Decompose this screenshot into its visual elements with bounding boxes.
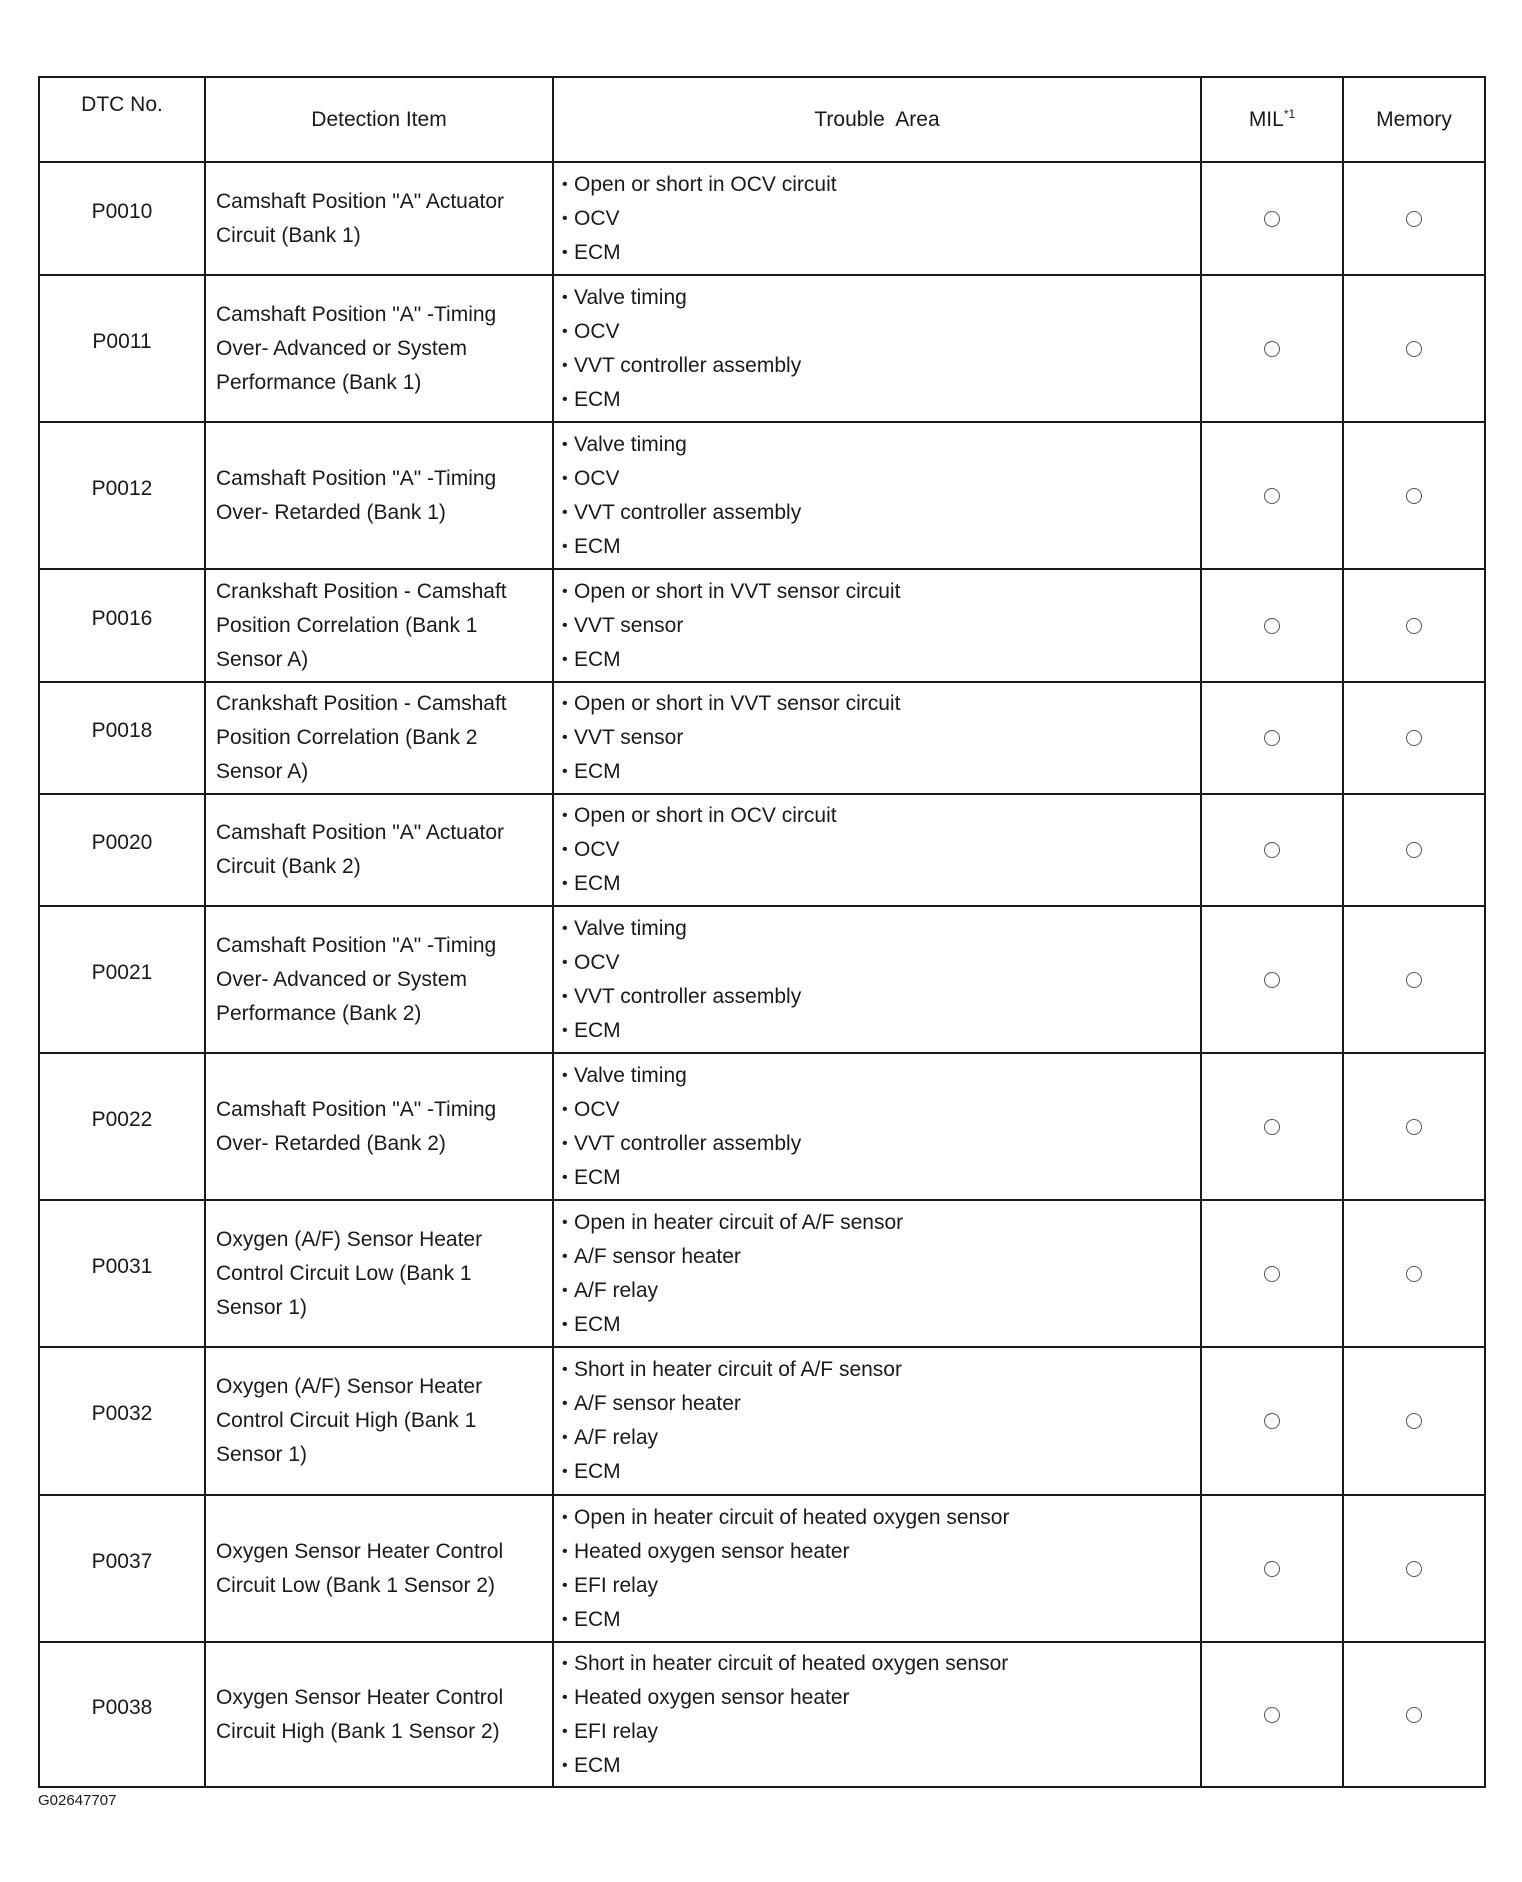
trouble-area-text: ECM xyxy=(574,534,621,558)
list-item xyxy=(562,643,1192,677)
list-item xyxy=(562,1421,1192,1455)
trouble-area-list xyxy=(562,1353,1192,1489)
memory-cell xyxy=(1343,162,1485,275)
list-item xyxy=(562,1308,1192,1342)
trouble-area-text: Valve timing xyxy=(574,285,687,309)
list-item xyxy=(562,867,1192,901)
memory-cell xyxy=(1343,1200,1485,1347)
bullet-icon: • xyxy=(562,243,568,261)
bullet-icon: • xyxy=(562,1021,568,1039)
dtc-code: P0018 xyxy=(91,719,153,742)
trouble-area-text: ECM xyxy=(574,1460,621,1483)
bullet-icon: • xyxy=(562,1213,568,1231)
trouble-area-cell xyxy=(553,1053,1201,1200)
trouble-area-cell xyxy=(553,422,1201,569)
trouble-area-text: ECM xyxy=(574,1607,621,1631)
bullet-icon: • xyxy=(562,503,568,521)
list-item xyxy=(562,349,1192,383)
memory-circle-icon xyxy=(1406,1119,1422,1135)
trouble-area-list xyxy=(562,281,1192,417)
list-item xyxy=(562,1274,1192,1308)
list-item xyxy=(562,1603,1192,1637)
memory-cell xyxy=(1343,1495,1485,1642)
mil-circle-icon xyxy=(1264,341,1280,357)
mil-cell xyxy=(1201,682,1343,794)
list-item xyxy=(562,833,1192,867)
memory-cell xyxy=(1343,794,1485,906)
list-item xyxy=(562,383,1192,417)
list-item xyxy=(562,1535,1192,1569)
trouble-area-text: ECM xyxy=(574,647,621,671)
list-item xyxy=(562,946,1192,980)
mil-circle-icon xyxy=(1264,730,1280,746)
list-item xyxy=(562,1206,1192,1240)
trouble-area-cell xyxy=(553,1495,1201,1642)
detection-item-cell: Camshaft Position "A" Actuator Circuit (Bank 2) xyxy=(205,794,553,906)
trouble-area-text: Valve timing xyxy=(574,1063,687,1087)
memory-circle-icon xyxy=(1406,1561,1422,1577)
list-item xyxy=(562,530,1192,564)
dtc-code-cell xyxy=(39,1053,205,1200)
bullet-icon: • xyxy=(562,841,568,858)
dtc-code-cell xyxy=(39,569,205,682)
trouble-area-text: A/F sensor heater xyxy=(574,1392,741,1415)
trouble-area-text: Open or short in VVT sensor circuit xyxy=(574,692,901,715)
bullet-icon: • xyxy=(562,875,568,892)
dtc-code-cell xyxy=(39,906,205,1053)
table-row xyxy=(39,1495,1485,1642)
detection-item-cell: Camshaft Position "A" -Timing Over- Advanced or System Performance (Bank 1) xyxy=(205,275,553,422)
list-item xyxy=(562,799,1192,833)
bullet-icon: • xyxy=(562,1722,568,1740)
dtc-code-cell xyxy=(39,1200,205,1347)
bullet-icon: • xyxy=(562,1395,568,1412)
dtc-code-cell xyxy=(39,682,205,794)
mil-circle-icon xyxy=(1264,1266,1280,1282)
trouble-area-text: VVT sensor xyxy=(574,613,684,637)
bullet-icon: • xyxy=(562,1100,568,1118)
header-memory: Memory xyxy=(1343,77,1485,162)
memory-circle-icon xyxy=(1406,211,1422,227)
table-row xyxy=(39,682,1485,794)
trouble-area-text: A/F relay xyxy=(574,1426,659,1449)
list-item xyxy=(562,1059,1192,1093)
table-row xyxy=(39,422,1485,569)
list-item xyxy=(562,755,1192,789)
bullet-icon: • xyxy=(562,1576,568,1594)
trouble-area-cell xyxy=(553,275,1201,422)
bullet-icon: • xyxy=(562,650,568,668)
list-item xyxy=(562,236,1192,270)
list-item xyxy=(562,1501,1192,1535)
list-item xyxy=(562,202,1192,236)
header-mil: MIL$^{*1}$ xyxy=(1201,77,1343,162)
list-item xyxy=(562,609,1192,643)
bullet-icon: • xyxy=(562,288,568,306)
memory-circle-icon xyxy=(1406,1266,1422,1282)
dtc-code: P0016 xyxy=(91,606,153,630)
list-item xyxy=(562,1749,1192,1783)
dtc-code-cell xyxy=(39,1642,205,1787)
header-detection-item: Detection Item xyxy=(205,77,553,162)
dtc-code-cell xyxy=(39,422,205,569)
trouble-area-list xyxy=(562,687,1192,789)
mil-footnote-marker: *1 xyxy=(1283,106,1296,121)
memory-circle-icon xyxy=(1406,972,1422,988)
bullet-icon: • xyxy=(562,1610,568,1628)
detection-item-cell: Oxygen Sensor Heater Control Circuit High (Bank 1 Sensor 2) xyxy=(205,1642,553,1787)
list-item xyxy=(562,315,1192,349)
list-item xyxy=(562,1093,1192,1127)
memory-circle-icon xyxy=(1406,341,1422,357)
dtc-code-cell xyxy=(39,275,205,422)
mil-circle-icon xyxy=(1264,1413,1280,1429)
bullet-icon: • xyxy=(562,1429,568,1446)
dtc-code: P0011 xyxy=(92,329,152,353)
trouble-area-text: OCV xyxy=(574,1097,620,1121)
bullet-icon: • xyxy=(562,1168,568,1186)
trouble-area-text: Heated oxygen sensor heater xyxy=(574,1539,850,1563)
trouble-area-text: VVT controller assembly xyxy=(574,353,802,377)
bullet-icon: • xyxy=(562,616,568,634)
list-item xyxy=(562,1353,1192,1387)
bullet-icon: • xyxy=(562,987,568,1005)
dtc-code: P0022 xyxy=(91,1107,153,1131)
table-row xyxy=(39,569,1485,682)
trouble-area-cell xyxy=(553,569,1201,682)
bullet-icon: • xyxy=(562,1281,568,1299)
trouble-area-list xyxy=(562,912,1192,1048)
bullet-icon: • xyxy=(562,582,568,600)
list-item xyxy=(562,721,1192,755)
trouble-area-text: ECM xyxy=(574,387,621,411)
mil-cell xyxy=(1201,162,1343,275)
dtc-table-container xyxy=(38,76,1484,1788)
trouble-area-text: ECM xyxy=(574,1165,621,1189)
list-item xyxy=(562,1715,1192,1749)
memory-circle-icon xyxy=(1406,1413,1422,1429)
trouble-area-text: ECM xyxy=(574,240,621,264)
mil-cell xyxy=(1201,422,1343,569)
memory-circle-icon xyxy=(1406,730,1422,746)
trouble-area-text: Open in heater circuit of A/F sensor xyxy=(574,1210,904,1234)
memory-circle-icon xyxy=(1406,842,1422,858)
memory-cell xyxy=(1343,1347,1485,1495)
mil-cell xyxy=(1201,1642,1343,1787)
mil-circle-icon xyxy=(1264,1561,1280,1577)
figure-code: G02647707 xyxy=(38,1792,117,1809)
trouble-area-cell xyxy=(553,1200,1201,1347)
memory-cell xyxy=(1343,569,1485,682)
list-item xyxy=(562,1387,1192,1421)
table-row xyxy=(39,1053,1485,1200)
trouble-area-text: A/F sensor heater xyxy=(574,1244,741,1268)
mil-cell xyxy=(1201,569,1343,682)
trouble-area-text: ECM xyxy=(574,1312,621,1336)
trouble-area-text: VVT controller assembly xyxy=(574,500,802,524)
bullet-icon: • xyxy=(562,695,568,712)
trouble-area-cell xyxy=(553,1347,1201,1495)
trouble-area-text: ECM xyxy=(574,1018,621,1042)
list-item xyxy=(562,1240,1192,1274)
trouble-area-text: OCV xyxy=(574,206,620,230)
memory-cell xyxy=(1343,1642,1485,1787)
trouble-area-text: VVT controller assembly xyxy=(574,984,802,1008)
bullet-icon: • xyxy=(562,729,568,746)
bullet-icon: • xyxy=(562,537,568,555)
detection-item-cell: Oxygen Sensor Heater Control Circuit Low (Bank 1 Sensor 2) xyxy=(205,1495,553,1642)
header-dtc-no: DTC No. xyxy=(39,77,205,162)
mil-cell xyxy=(1201,1200,1343,1347)
detection-item-cell: Camshaft Position "A" -Timing Over- Retarded (Bank 2) xyxy=(205,1053,553,1200)
detection-item-cell: Crankshaft Position - Camshaft Position Correlation (Bank 2 Sensor A) xyxy=(205,682,553,794)
dtc-code: P0010 xyxy=(91,199,153,223)
trouble-area-list xyxy=(562,1206,1192,1342)
memory-cell xyxy=(1343,422,1485,569)
list-item xyxy=(562,496,1192,530)
trouble-area-text: Valve timing xyxy=(574,916,687,940)
bullet-icon: • xyxy=(562,209,568,227)
dtc-code: P0021 xyxy=(91,960,153,984)
bullet-icon: • xyxy=(562,356,568,374)
dtc-code-cell xyxy=(39,162,205,275)
bullet-icon: • xyxy=(562,1247,568,1265)
list-item xyxy=(562,1161,1192,1195)
mil-circle-icon xyxy=(1264,1119,1280,1135)
trouble-area-list xyxy=(562,1501,1192,1637)
detection-item-cell: Crankshaft Position - Camshaft Position Correlation (Bank 1 Sensor A) xyxy=(205,569,553,682)
trouble-area-list xyxy=(562,168,1192,270)
dtc-code-cell xyxy=(39,794,205,906)
bullet-icon: • xyxy=(562,919,568,937)
table-row xyxy=(39,794,1485,906)
list-item xyxy=(562,462,1192,496)
header-trouble-area: Trouble Area xyxy=(553,77,1201,162)
dtc-code: P0020 xyxy=(91,831,153,854)
trouble-area-list xyxy=(562,428,1192,564)
table-row xyxy=(39,1347,1485,1495)
detection-item-cell: Oxygen (A/F) Sensor Heater Control Circuit Low (Bank 1 Sensor 1) xyxy=(205,1200,553,1347)
dtc-code-cell xyxy=(39,1495,205,1642)
trouble-area-list xyxy=(562,1059,1192,1195)
dtc-code: P0032 xyxy=(91,1402,153,1425)
memory-cell xyxy=(1343,682,1485,794)
bullet-icon: • xyxy=(562,1463,568,1480)
mil-cell xyxy=(1201,275,1343,422)
memory-circle-icon xyxy=(1406,1707,1422,1723)
bullet-icon: • xyxy=(562,763,568,780)
table-row xyxy=(39,906,1485,1053)
trouble-area-text: Valve timing xyxy=(574,432,687,456)
list-item xyxy=(562,1647,1192,1681)
bullet-icon: • xyxy=(562,435,568,453)
trouble-area-text: ECM xyxy=(574,760,621,783)
mil-circle-icon xyxy=(1264,842,1280,858)
list-item xyxy=(562,687,1192,721)
table-header-row xyxy=(39,77,1485,162)
bullet-icon: • xyxy=(562,1066,568,1084)
trouble-area-text: EFI relay xyxy=(574,1573,659,1597)
mil-circle-icon xyxy=(1264,488,1280,504)
memory-cell xyxy=(1343,1053,1485,1200)
bullet-icon: • xyxy=(562,322,568,340)
table-row xyxy=(39,275,1485,422)
trouble-area-cell xyxy=(553,906,1201,1053)
table-row xyxy=(39,162,1485,275)
trouble-area-text: OCV xyxy=(574,838,620,861)
dtc-code: P0038 xyxy=(91,1695,153,1719)
bullet-icon: • xyxy=(562,390,568,408)
trouble-area-text: Open in heater circuit of heated oxygen sensor xyxy=(574,1505,1010,1529)
dtc-table xyxy=(38,76,1486,1788)
mil-cell xyxy=(1201,1347,1343,1495)
bullet-icon: • xyxy=(562,1315,568,1333)
bullet-icon: • xyxy=(562,175,568,193)
bullet-icon: • xyxy=(562,1688,568,1706)
trouble-area-text: OCV xyxy=(574,319,620,343)
bullet-icon: • xyxy=(562,807,568,824)
list-item xyxy=(562,1681,1192,1715)
trouble-area-list xyxy=(562,1647,1192,1783)
trouble-area-text: Short in heater circuit of A/F sensor xyxy=(574,1358,902,1381)
list-item xyxy=(562,575,1192,609)
trouble-area-text: EFI relay xyxy=(574,1719,659,1743)
mil-cell xyxy=(1201,794,1343,906)
list-item xyxy=(562,281,1192,315)
mil-circle-icon xyxy=(1264,211,1280,227)
memory-cell xyxy=(1343,275,1485,422)
trouble-area-list xyxy=(562,575,1192,677)
mil-cell xyxy=(1201,906,1343,1053)
trouble-area-text: ECM xyxy=(574,872,621,895)
mil-cell xyxy=(1201,1053,1343,1200)
trouble-area-text: Open or short in OCV circuit xyxy=(574,172,837,196)
bullet-icon: • xyxy=(562,1508,568,1526)
dtc-code-cell xyxy=(39,1347,205,1495)
dtc-code: P0037 xyxy=(91,1549,153,1573)
bullet-icon: • xyxy=(562,1134,568,1152)
detection-item-cell: Camshaft Position "A" -Timing Over- Advanced or System Performance (Bank 2) xyxy=(205,906,553,1053)
trouble-area-text: A/F relay xyxy=(574,1278,659,1302)
dtc-code: P0012 xyxy=(91,476,153,500)
bullet-icon: • xyxy=(562,953,568,971)
trouble-area-cell xyxy=(553,794,1201,906)
table-row xyxy=(39,1642,1485,1787)
list-item xyxy=(562,980,1192,1014)
trouble-area-text: ECM xyxy=(574,1753,621,1777)
detection-item-cell: Oxygen (A/F) Sensor Heater Control Circuit High (Bank 1 Sensor 1) xyxy=(205,1347,553,1495)
trouble-area-text: Open or short in OCV circuit xyxy=(574,804,837,827)
mil-cell xyxy=(1201,1495,1343,1642)
detection-item-cell: Camshaft Position "A" Actuator Circuit (Bank 1) xyxy=(205,162,553,275)
bullet-icon: • xyxy=(562,1654,568,1672)
mil-circle-icon xyxy=(1264,618,1280,634)
mil-circle-icon xyxy=(1264,1707,1280,1723)
bullet-icon: • xyxy=(562,1361,568,1378)
trouble-area-text: Heated oxygen sensor heater xyxy=(574,1685,850,1709)
trouble-area-text: VVT controller assembly xyxy=(574,1131,802,1155)
trouble-area-list xyxy=(562,799,1192,901)
table-row xyxy=(39,1200,1485,1347)
memory-circle-icon xyxy=(1406,618,1422,634)
list-item xyxy=(562,1127,1192,1161)
list-item xyxy=(562,1014,1192,1048)
bullet-icon: • xyxy=(562,1756,568,1774)
detection-item-cell: Camshaft Position "A" -Timing Over- Retarded (Bank 1) xyxy=(205,422,553,569)
table-body xyxy=(39,162,1485,1787)
dtc-code: P0031 xyxy=(91,1254,153,1278)
list-item xyxy=(562,168,1192,202)
memory-cell xyxy=(1343,906,1485,1053)
list-item xyxy=(562,912,1192,946)
list-item xyxy=(562,1455,1192,1489)
list-item xyxy=(562,1569,1192,1603)
trouble-area-text: Short in heater circuit of heated oxygen sensor xyxy=(574,1651,1009,1675)
bullet-icon: • xyxy=(562,1542,568,1560)
memory-circle-icon xyxy=(1406,488,1422,504)
bullet-icon: • xyxy=(562,469,568,487)
list-item xyxy=(562,428,1192,462)
trouble-area-text: OCV xyxy=(574,950,620,974)
trouble-area-text: Open or short in VVT sensor circuit xyxy=(574,579,901,603)
trouble-area-text: VVT sensor xyxy=(574,726,684,749)
trouble-area-cell xyxy=(553,682,1201,794)
trouble-area-cell xyxy=(553,162,1201,275)
trouble-area-cell xyxy=(553,1642,1201,1787)
trouble-area-text: OCV xyxy=(574,466,620,490)
mil-circle-icon xyxy=(1264,972,1280,988)
